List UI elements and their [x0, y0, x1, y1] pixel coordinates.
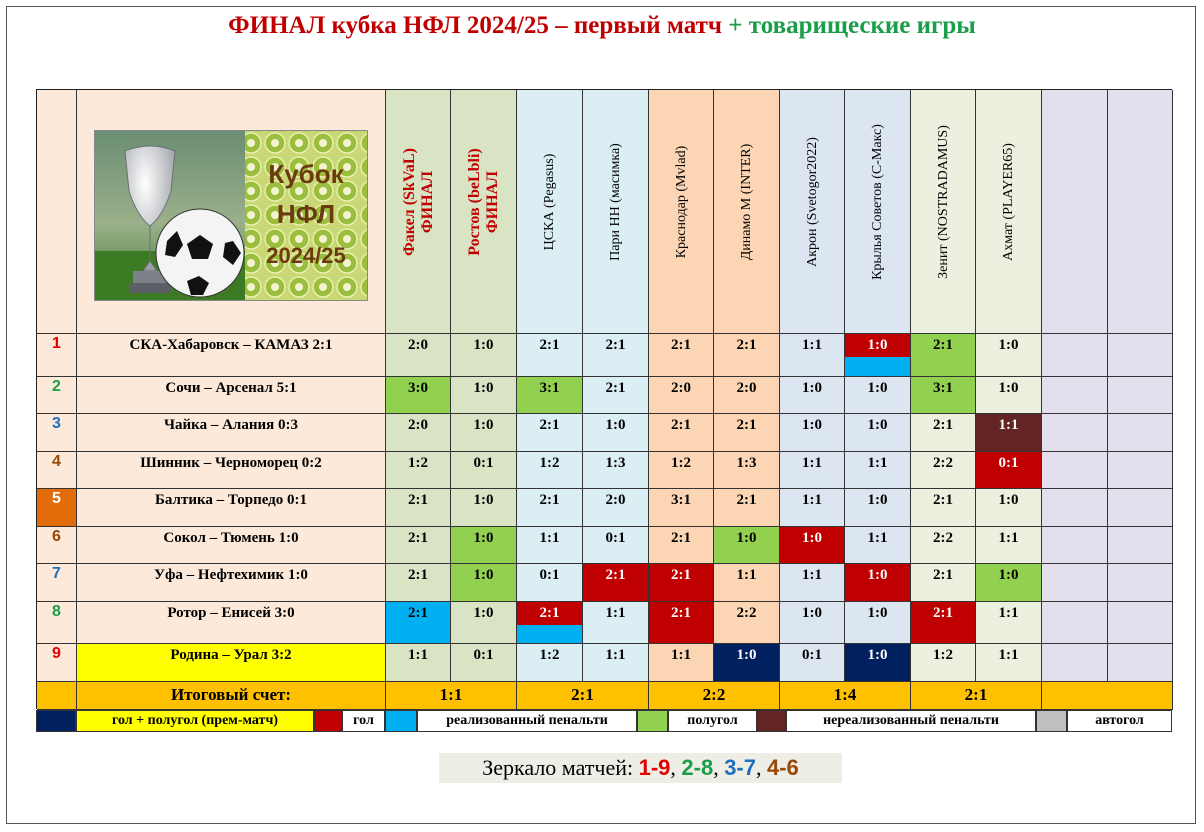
score-cell — [1108, 644, 1173, 682]
score-cell: 1:1 — [780, 489, 845, 527]
score-cell: 1:0 — [976, 564, 1042, 602]
mirror-pair: 2-8 — [681, 755, 714, 780]
score-cell: 1:2 — [517, 644, 583, 682]
score-cell: 1:0 — [451, 602, 517, 644]
score-cell — [845, 334, 911, 377]
title-extra: + товарищеские игры — [728, 12, 976, 39]
score-cell: 2:1 — [649, 564, 714, 602]
match-name: Чайка – Алания 0:3 — [77, 414, 386, 452]
match-name: Родина – Урал 3:2 — [77, 644, 386, 682]
score-cell: 0:1 — [780, 644, 845, 682]
score-cell — [1108, 602, 1173, 644]
score-cell: 1:1 — [517, 527, 583, 564]
score-cell: 2:1 — [649, 334, 714, 377]
score-cell: 0:1 — [583, 527, 649, 564]
score-cell — [1108, 377, 1173, 414]
column-header-label: Ахмат (PLAYER65) — [1001, 143, 1016, 261]
score-cell: 2:0 — [386, 414, 451, 452]
score-cell: 1:0 — [845, 414, 911, 452]
score-cell: 1:1 — [649, 644, 714, 682]
score-cell: 1:3 — [714, 452, 780, 489]
score-cell: 1:0 — [976, 489, 1042, 527]
header-corner — [37, 90, 77, 334]
score-cell: 2:1 — [714, 414, 780, 452]
row-number: 2 — [37, 377, 77, 414]
score-cell — [1042, 527, 1108, 564]
column-header — [517, 90, 583, 334]
score-cell: 2:1 — [911, 489, 976, 527]
score-cell: 1:0 — [845, 377, 911, 414]
column-header — [780, 90, 845, 334]
match-name: Уфа – Нефтехимик 1:0 — [77, 564, 386, 602]
score-cell: 3:1 — [649, 489, 714, 527]
score-cell — [1108, 527, 1173, 564]
column-header — [714, 90, 780, 334]
score-cell: 3:1 — [911, 377, 976, 414]
totals-corner — [37, 682, 77, 710]
logo-line1: Кубок — [268, 159, 344, 189]
score-cell: 2:1 — [911, 334, 976, 377]
penalty-marker — [517, 625, 582, 643]
mirror-note — [439, 753, 842, 783]
mirror-sep: , — [713, 755, 719, 780]
score-cell: 2:1 — [714, 489, 780, 527]
legend-label: гол — [342, 710, 385, 732]
score-cell — [1042, 414, 1108, 452]
score-cell: 1:0 — [976, 377, 1042, 414]
match-name: Балтика – Торпедо 0:1 — [77, 489, 386, 527]
cup-logo — [94, 130, 368, 301]
score-cell: 1:1 — [780, 334, 845, 377]
score-cell: 2:2 — [911, 527, 976, 564]
column-header-label: Факел (SkVaL) ФИНАЛ — [400, 148, 436, 256]
score-cell: 1:1 — [976, 414, 1042, 452]
column-header — [583, 90, 649, 334]
mirror-pair: 1-9 — [638, 755, 671, 780]
score-cell: 1:1 — [583, 602, 649, 644]
penalty-marker — [845, 357, 910, 376]
score-cell: 1:0 — [845, 564, 911, 602]
score-cell: 1:0 — [451, 489, 517, 527]
score-cell: 1:1 — [780, 564, 845, 602]
column-header-label: Краснодар (Mvlad) — [673, 145, 689, 259]
row-number: 5 — [37, 489, 77, 527]
score-cell — [1108, 414, 1173, 452]
column-header-label: Ростов (beLbli) ФИНАЛ — [466, 148, 501, 256]
score-cell — [1042, 452, 1108, 489]
logo-line3: 2024/25 — [266, 243, 346, 268]
row-number: 7 — [37, 564, 77, 602]
totals-value: 2:2 — [649, 682, 780, 710]
score-cell: 1:0 — [845, 644, 911, 682]
score-cell: 1:0 — [451, 414, 517, 452]
score-cell: 0:1 — [976, 452, 1042, 489]
mirror-label: Зеркало матчей: — [482, 755, 634, 780]
score-cell: 1:0 — [714, 527, 780, 564]
row-number: 1 — [37, 334, 77, 377]
score-cell: 2:0 — [714, 377, 780, 414]
score-cell — [1108, 452, 1173, 489]
legend-swatch — [637, 710, 668, 732]
legend-label: полугол — [668, 710, 757, 732]
legend-label: автогол — [1067, 710, 1172, 732]
mirror-pair: 4-6 — [766, 755, 799, 780]
column-header — [649, 90, 714, 334]
score-cell: 2:1 — [649, 414, 714, 452]
column-header-label — [1042, 100, 1108, 304]
score-cell: 1:1 — [386, 644, 451, 682]
column-header — [911, 90, 976, 334]
score-value: 2:1 — [539, 605, 560, 621]
legend-swatch — [1036, 710, 1067, 732]
score-cell — [1042, 489, 1108, 527]
score-cell: 1:0 — [780, 527, 845, 564]
score-cell: 1:1 — [583, 644, 649, 682]
title-main: ФИНАЛ кубка НФЛ 2024/25 – первый матч — [228, 12, 722, 39]
row-number: 8 — [37, 602, 77, 644]
mirror-sep: , — [670, 755, 676, 780]
match-name: Шинник – Черноморец 0:2 — [77, 452, 386, 489]
score-cell: 2:1 — [386, 564, 451, 602]
legend-swatch — [757, 710, 786, 732]
match-name: Сочи – Арсенал 5:1 — [77, 377, 386, 414]
score-cell: 1:1 — [714, 564, 780, 602]
score-cell: 1:1 — [976, 644, 1042, 682]
score-cell: 2:0 — [649, 377, 714, 414]
score-cell — [1042, 564, 1108, 602]
score-cell: 3:1 — [517, 377, 583, 414]
column-header-label: Динамо М (INTER) — [739, 143, 754, 261]
column-header-label: Зенит (NOSTRADAMUS) — [935, 125, 951, 279]
score-cell: 2:0 — [583, 489, 649, 527]
score-cell: 2:1 — [714, 334, 780, 377]
legend-swatch — [385, 710, 417, 732]
score-cell: 2:0 — [386, 334, 451, 377]
column-header — [1042, 90, 1108, 334]
column-header — [845, 90, 911, 334]
legend-label: реализованный пенальти — [417, 710, 637, 732]
score-cell — [1108, 334, 1173, 377]
score-cell: 3:0 — [386, 377, 451, 414]
score-cell: 1:1 — [845, 452, 911, 489]
column-header — [451, 90, 517, 334]
score-cell: 2:1 — [911, 602, 976, 644]
score-cell: 1:2 — [649, 452, 714, 489]
score-cell: 1:0 — [451, 334, 517, 377]
score-cell: 2:1 — [386, 527, 451, 564]
score-cell: 1:0 — [780, 377, 845, 414]
score-cell: 2:1 — [583, 377, 649, 414]
score-cell: 2:1 — [911, 414, 976, 452]
score-cell: 2:1 — [517, 489, 583, 527]
legend-swatch — [36, 710, 76, 732]
match-name: Сокол – Тюмень 1:0 — [77, 527, 386, 564]
row-number: 4 — [37, 452, 77, 489]
legend-swatch — [314, 710, 342, 732]
score-value: 1:0 — [867, 337, 888, 353]
score-cell: 2:1 — [517, 334, 583, 377]
column-header-label: Крылья Советов (С-Макс) — [870, 124, 885, 280]
score-cell: 1:2 — [517, 452, 583, 489]
score-cell: 1:0 — [583, 414, 649, 452]
totals-value: 2:1 — [911, 682, 1042, 710]
score-cell: 2:2 — [714, 602, 780, 644]
page-title — [0, 12, 1204, 40]
column-header — [1108, 90, 1173, 334]
totals-label: Итоговый счет: — [77, 682, 386, 710]
score-cell: 1:0 — [451, 564, 517, 602]
score-cell: 2:1 — [583, 564, 649, 602]
score-cell — [1108, 564, 1173, 602]
score-cell: 2:1 — [386, 489, 451, 527]
score-cell: 2:1 — [649, 602, 714, 644]
match-name: Ротор – Енисей 3:0 — [77, 602, 386, 644]
column-header-label: Акрон (Svetogor2022) — [804, 137, 820, 267]
legend-label: нереализованный пенальти — [786, 710, 1036, 732]
logo-line2: НФЛ — [276, 199, 336, 229]
score-cell: 1:0 — [976, 334, 1042, 377]
column-header — [386, 90, 451, 334]
score-cell — [1042, 644, 1108, 682]
score-cell: 1:1 — [976, 602, 1042, 644]
score-cell: 1:0 — [845, 602, 911, 644]
match-name: СКА-Хабаровск – КАМАЗ 2:1 — [77, 334, 386, 377]
row-number: 6 — [37, 527, 77, 564]
score-cell: 2:1 — [583, 334, 649, 377]
column-header-label: ЦСКА (Pegasus) — [542, 153, 557, 251]
score-cell: 1:0 — [714, 644, 780, 682]
score-cell: 1:0 — [845, 489, 911, 527]
row-number: 3 — [37, 414, 77, 452]
score-cell: 2:1 — [911, 564, 976, 602]
score-cell: 1:3 — [583, 452, 649, 489]
score-cell: 1:1 — [976, 527, 1042, 564]
totals-value: 1:4 — [780, 682, 911, 710]
score-cell: 2:1 — [649, 527, 714, 564]
score-cell: 0:1 — [517, 564, 583, 602]
score-cell: 1:1 — [780, 452, 845, 489]
mirror-pair: 3-7 — [724, 755, 756, 780]
score-cell: 0:1 — [451, 644, 517, 682]
cup-logo-art — [95, 131, 367, 300]
score-cell: 2:1 — [386, 602, 451, 644]
score-cell: 1:1 — [845, 527, 911, 564]
score-cell: 1:2 — [386, 452, 451, 489]
score-cell: 2:2 — [911, 452, 976, 489]
score-cell: 1:2 — [911, 644, 976, 682]
score-cell: 1:0 — [451, 377, 517, 414]
legend-label: гол + полугол (прем-матч) — [76, 710, 314, 732]
totals-value: 2:1 — [517, 682, 649, 710]
row-number: 9 — [37, 644, 77, 682]
score-cell — [517, 602, 583, 644]
column-header-label — [1108, 100, 1173, 304]
score-cell — [1042, 334, 1108, 377]
totals-value — [1042, 682, 1173, 710]
score-cell: 1:0 — [780, 602, 845, 644]
column-header — [976, 90, 1042, 334]
score-cell — [1108, 489, 1173, 527]
score-cell: 0:1 — [451, 452, 517, 489]
column-header-label: Пари НН (масимка) — [608, 143, 623, 261]
mirror-sep: , — [755, 755, 762, 780]
score-cell — [1042, 377, 1108, 414]
score-cell: 1:0 — [780, 414, 845, 452]
score-cell: 2:1 — [517, 414, 583, 452]
score-cell — [1042, 602, 1108, 644]
score-cell: 1:0 — [451, 527, 517, 564]
totals-value: 1:1 — [386, 682, 517, 710]
